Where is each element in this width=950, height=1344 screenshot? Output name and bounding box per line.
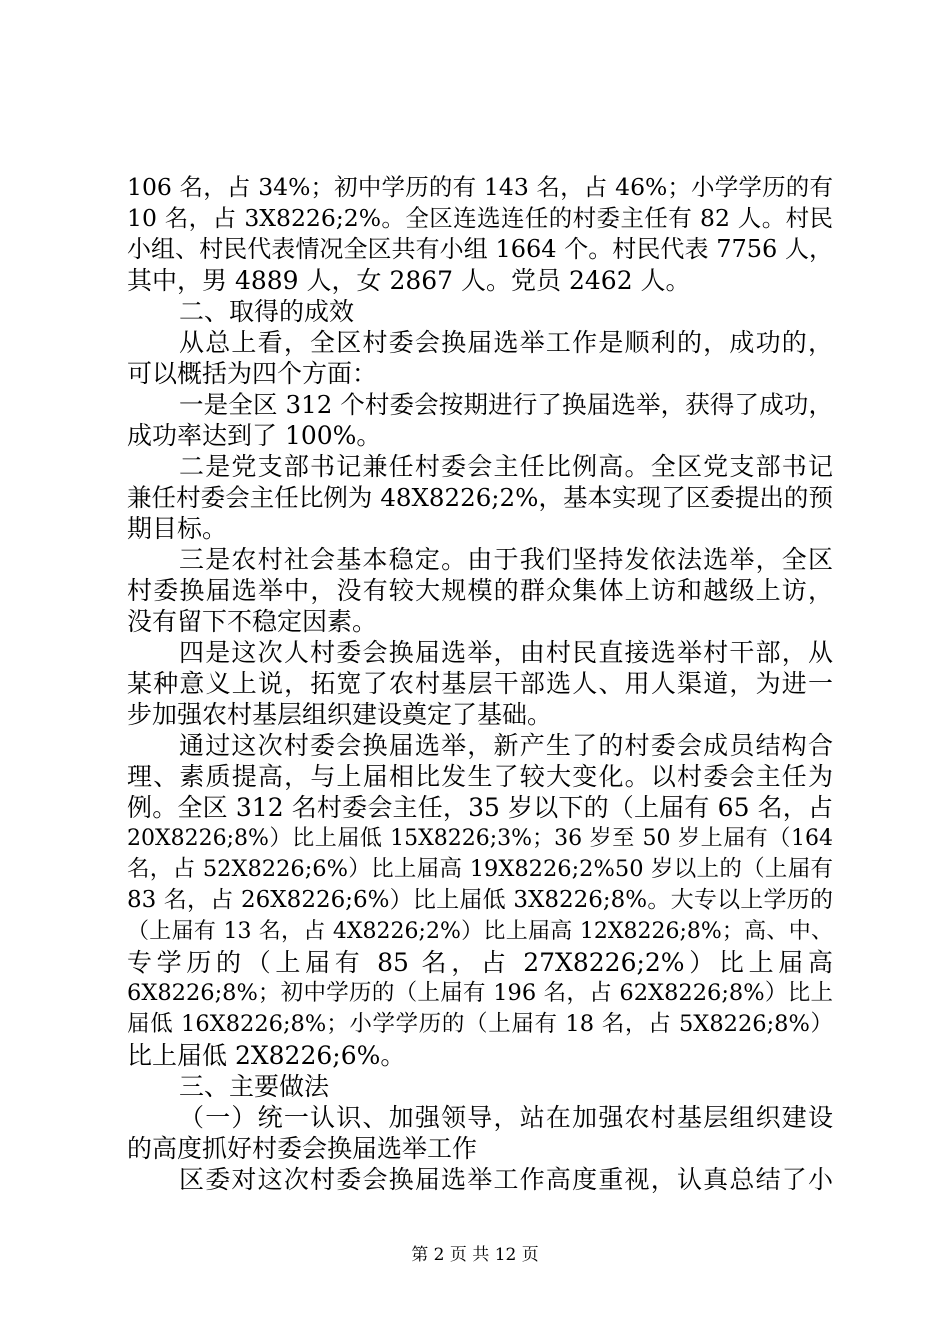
page-number-label: 第 2 页 共 12 页	[411, 1245, 539, 1265]
section-heading: 二、取得的成效	[179, 297, 355, 326]
text-line: 通过这次村委会换届选举，新产生了的村委会成员结构合	[179, 731, 833, 760]
text-line: 专学历的（上届有 85 名，占 27X8226;2%）比上届高	[127, 948, 833, 977]
text-line: （上届有 13 名，占 4X8226;2%）比上届高 12X8226;8%；高、中、	[127, 919, 833, 944]
subsection-heading: 的高度抓好村委会换届选举工作	[127, 1134, 478, 1163]
text-line: 小组、村民代表情况全区共有小组 1664 个。村民代表 7756 人，	[127, 235, 833, 263]
text-line: 10 名，占 3X8226;2%。全区连选连任的村委主任有 82 人。村民	[127, 204, 833, 232]
text-line: 某种意义上说，拓宽了农村基层干部选人、用人渠道，为进一	[127, 669, 833, 698]
text-line: 理、素质提高，与上届相比发生了较大变化。以村委会主任为	[127, 762, 833, 791]
text-line: 兼任村委会主任比例为 48X8226;2%，基本实现了区委提出的预	[127, 483, 833, 512]
text-line: 二是党支部书记兼任村委会主任比例高。全区党支部书记	[179, 452, 833, 481]
text-line: 83 名，占 26X8226;6%）比上届低 3X8226;8%。大专以上学历的	[127, 887, 833, 913]
text-line: 比上届低 2X8226;6%。	[127, 1041, 406, 1070]
text-line: 名，占 52X8226;6%）比上届高 19X8226;2%50 岁以上的（上届有	[127, 856, 833, 882]
text-line: 20X8226;8%）比上届低 15X8226;3%；36 岁至 50 岁上届有（164	[127, 826, 833, 851]
subsection-heading: （一）统一认识、加强领导，站在加强农村基层组织建设	[179, 1103, 833, 1132]
text-line: 106 名，占 34%；初中学历的有 143 名，占 46%；小学学历的有	[127, 173, 833, 201]
text-line: 期目标。	[127, 514, 228, 543]
section-heading: 三、主要做法	[179, 1072, 330, 1101]
text-line: 步加强农村基层组织建设奠定了基础。	[127, 700, 553, 729]
text-line: 区委对这次村委会换届选举工作高度重视，认真总结了小	[179, 1165, 833, 1194]
text-line: 从总上看，全区村委会换届选举工作是顺利的，成功的，	[179, 328, 833, 357]
text-line: 6X8226;8%；初中学历的（上届有 196 名，占 62X8226;8%）比上	[127, 980, 833, 1006]
text-line: 没有留下不稳定因素。	[127, 607, 378, 636]
text-line: 成功率达到了 100%。	[127, 421, 382, 450]
text-line: 可以概括为四个方面：	[127, 359, 378, 388]
text-line: 三是农村社会基本稳定。由于我们坚持发依法选举，全区	[179, 545, 833, 574]
text-line: 四是这次人村委会换届选举，由村民直接选举村干部，从	[179, 638, 833, 667]
text-line: 一是全区 312 个村委会按期进行了换届选举，获得了成功，	[179, 390, 833, 419]
text-line: 村委换届选举中，没有较大规模的群众集体上访和越级上访，	[127, 576, 833, 605]
document-body	[127, 172, 833, 1195]
text-line: 其中，男 4889 人，女 2867 人。党员 2462 人。	[127, 266, 691, 295]
page-footer	[0, 1240, 950, 1265]
text-line: 届低 16X8226;8%；小学学历的（上届有 18 名，占 5X8226;8%）	[127, 1011, 833, 1037]
text-line: 例。全区 312 名村委会主任，35 岁以下的（上届有 65 名，占	[127, 793, 833, 822]
